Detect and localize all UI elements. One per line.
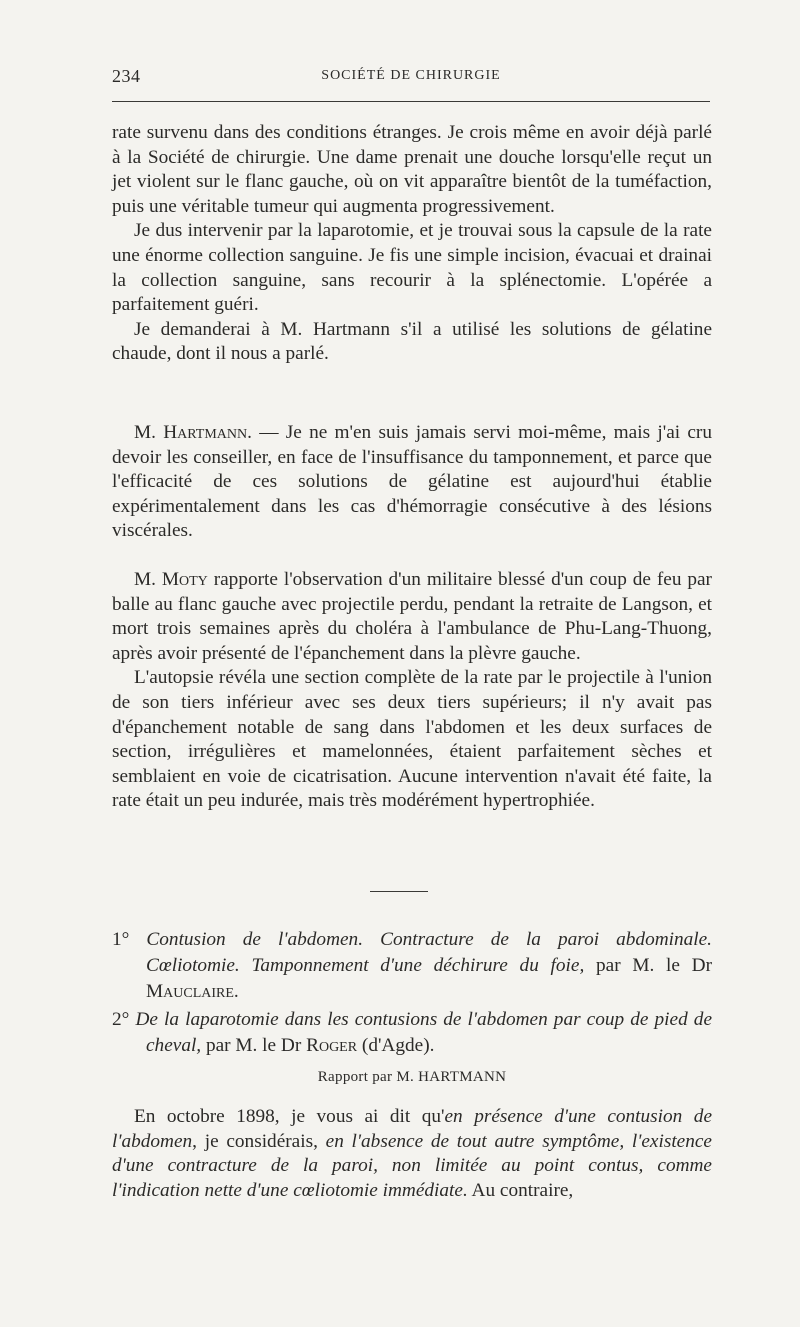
dr-abbrev: Dr bbox=[280, 1035, 302, 1056]
italic-run: en l'absence de tout autre symptôme, l'existence d'une contracture de la paroi, non limitée au point contus, comme l'indication nette d'une cœliotomie immédiate. bbox=[112, 1130, 712, 1201]
section-separator bbox=[370, 891, 428, 892]
item-place: (d'Agde). bbox=[357, 1035, 435, 1056]
running-head bbox=[112, 62, 710, 92]
item-number: 1° bbox=[112, 929, 147, 950]
italic-run: en présence d'une contusion de l'abdomen bbox=[112, 1106, 713, 1152]
paragraph: Je demanderai à M. Hartmann s'il a utilisé les solutions de gélatine chaude, dont il nous a parlé. bbox=[112, 318, 712, 365]
text-run: , je considérais, bbox=[192, 1130, 326, 1152]
item-by: par M. le bbox=[201, 1035, 281, 1056]
paragraph: Je dus intervenir par la laparotomie, et je trouvai sous la capsule de la rate une énorme collection sanguine. Je fis une simple incision, évacuai et drainai la collection sanguine, sans recourir à la splénectomie. L'opérée a parfaitement guéri. bbox=[112, 220, 712, 316]
discussion-block-1 bbox=[112, 121, 712, 367]
paragraph: rate survenu dans des conditions étranges. Je crois même en avoir déjà parlé à la Société de chirurgie. Une dame prenait une douche lorsqu'elle reçut un jet violent sur le flanc gauche, où on vit apparaître bientôt de la tuméfaction, puis une véritable tumeur qui augmenta progressivement. bbox=[112, 122, 712, 217]
speech-text: rapporte l'observation d'un militaire blessé d'un coup de feu par balle au flanc gauche avec projectile perdu, pendant la retraite de Langson, et mort trois semaines après du choléra à l'ambulance de Phu-Lang-Thuong, après avoir présenté de l'épanchement dans la plèvre gauche. bbox=[112, 569, 712, 664]
report-title-item bbox=[112, 927, 712, 1005]
paragraph bbox=[112, 568, 712, 666]
item-by: par M. le bbox=[584, 955, 692, 976]
journal-title: SOCIÉTÉ DE CHIRURGIE bbox=[321, 68, 501, 83]
report-titles bbox=[112, 927, 712, 1059]
page-number: 234 bbox=[112, 66, 141, 86]
item-author: Roger bbox=[301, 1035, 358, 1056]
speaker-prefix: M. bbox=[134, 422, 164, 443]
speaker-prefix: M. bbox=[134, 569, 162, 590]
speaker-name: Moty bbox=[161, 569, 208, 590]
discussion-block-2 bbox=[112, 421, 712, 544]
speech-text: . — Je ne m'en suis jamais servi moi-même, mais j'ai cru devoir les conseiller, en face de l'insuffisance du tamponnement, et parce que l'efficacité de ces solutions de gélatine est aujourd'hui établie expérimentalement dans les cas d'hémorragie consécutive à des lésions viscérales. bbox=[112, 422, 712, 542]
paragraph: L'autopsie révéla une section complète de la rate par le projectile à l'union de son tiers inférieur avec ses deux tiers supérieurs; il n'y avait pas d'épanchement notable de sang dans l'abdomen et les deux surfaces de section, irrégulières et mamelonnées, étaient parfaitement sèches et semblaient en voie de cicatrisation. Aucune intervention n'avait été faite, la rate était un peu indurée, mais très modérément hypertrophiée. bbox=[112, 667, 712, 812]
item-title: De la laparotomie dans les contusions de l'abdomen par coup de pied de cheval, bbox=[135, 1009, 712, 1056]
text-run: En octobre 1898, je vous ai dit qu' bbox=[134, 1106, 445, 1127]
rapport-heading: Rapport par M. HARTMANN bbox=[317, 1069, 507, 1085]
discussion-block-3 bbox=[112, 568, 712, 814]
rapport-body bbox=[112, 1105, 712, 1203]
header-rule bbox=[112, 101, 710, 102]
item-author: Mauclaire. bbox=[146, 981, 239, 1002]
item-title: Contusion de l'abdomen. Contracture de la paroi abdominale. Cœliotomie. Tamponnement d'une déchirure du foie, bbox=[146, 929, 713, 976]
report-title-item bbox=[112, 1007, 712, 1059]
paragraph bbox=[112, 421, 712, 544]
dr-abbrev: Dr bbox=[691, 955, 712, 976]
item-number: 2° bbox=[112, 1009, 136, 1030]
paragraph bbox=[112, 1105, 712, 1203]
text-run: Au contraire, bbox=[467, 1179, 574, 1201]
speaker-name: Hartmann bbox=[163, 422, 248, 443]
